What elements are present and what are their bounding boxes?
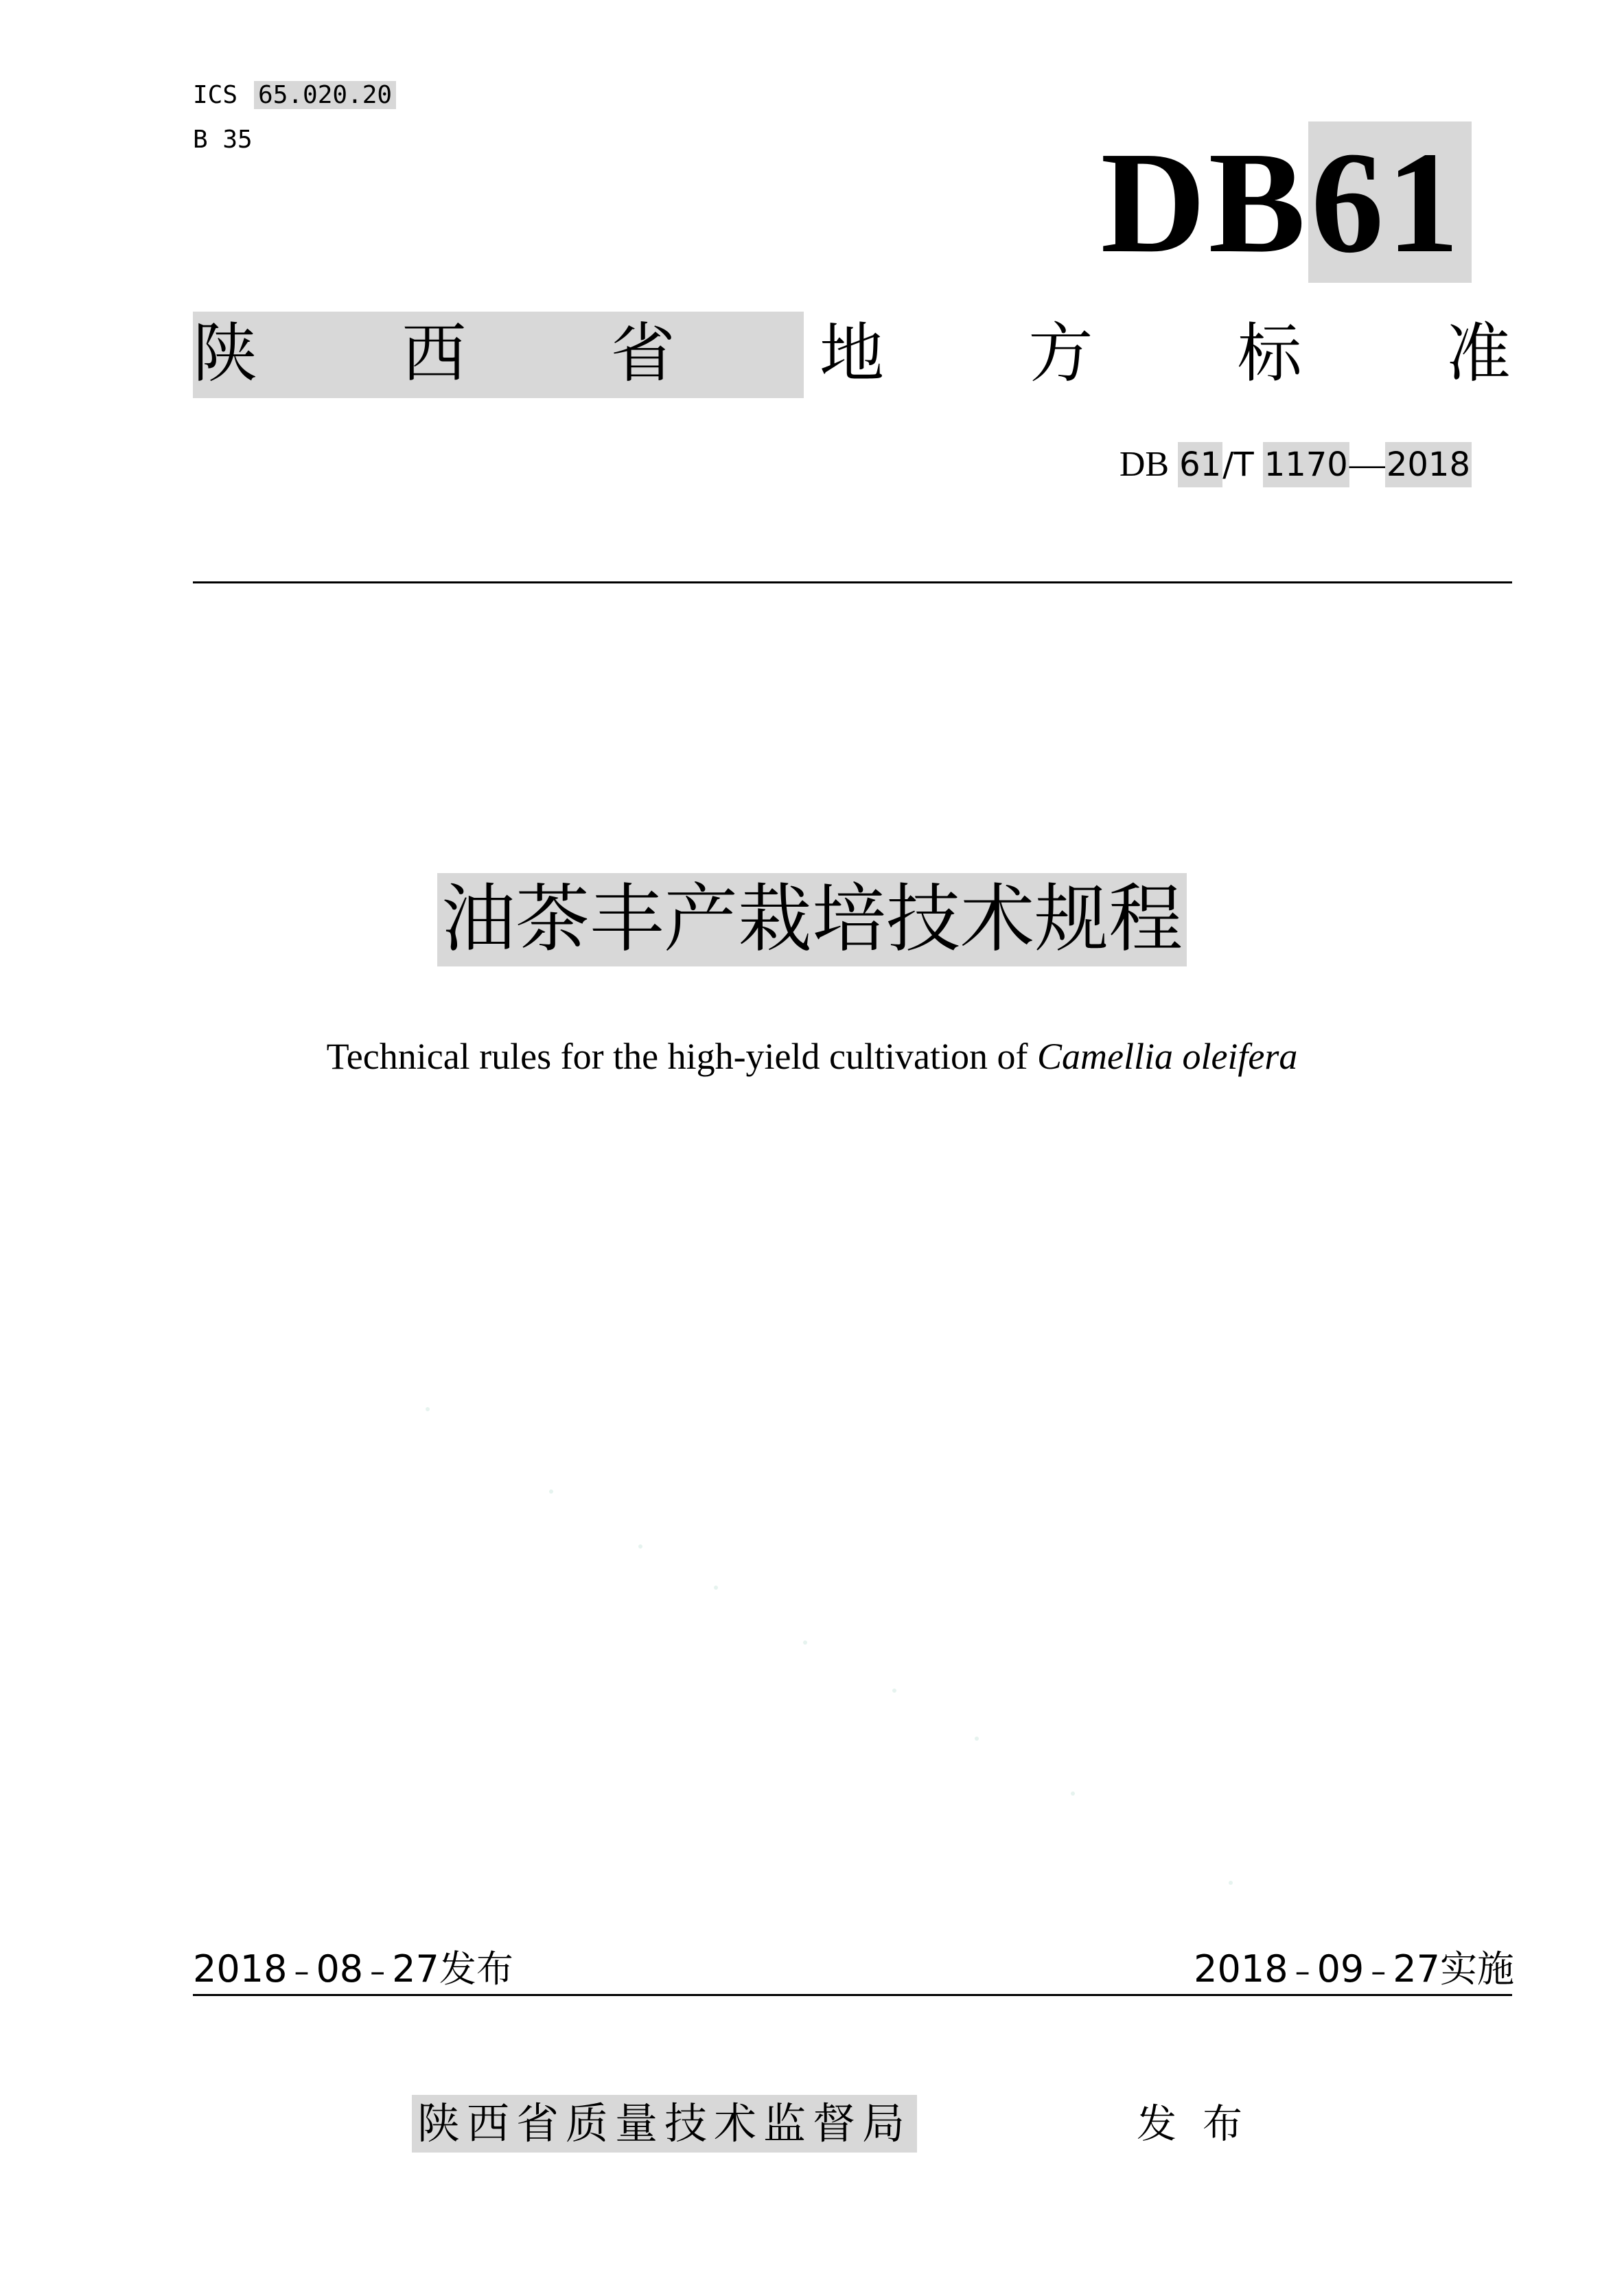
standard-type-char: 地 <box>819 316 884 391</box>
title-english-plain: Technical rules for the high-yield cultivation of <box>326 1036 1037 1077</box>
standard-type-char: 省 <box>610 316 675 391</box>
date-separator: – <box>1295 1954 1310 1989</box>
scan-speck <box>803 1640 807 1645</box>
standard-type-char: 标 <box>1237 316 1302 391</box>
scan-speck <box>549 1489 553 1494</box>
title-english <box>0 1032 1624 1080</box>
publish-month: 08 <box>316 1947 364 1991</box>
scan-speck <box>892 1689 896 1693</box>
standard-type-char: 准 <box>1446 316 1511 391</box>
date-divider <box>193 1994 1512 1996</box>
ics-code: 65.020.20 <box>254 81 396 109</box>
publish-day: 27 <box>392 1947 439 1991</box>
scan-speck <box>426 1407 430 1411</box>
standard-mark <box>1100 121 1472 283</box>
standard-mark-number: 61 <box>1308 121 1472 283</box>
title-english-species: Camellia oleifera <box>1036 1036 1298 1077</box>
standard-number-type: /T <box>1222 445 1254 484</box>
date-separator: – <box>1371 1954 1387 1989</box>
header-divider <box>193 581 1512 583</box>
date-separator: – <box>370 1954 386 1989</box>
standard-type-char: 方 <box>1028 316 1093 391</box>
scan-speck <box>1229 1881 1233 1885</box>
standard-number-prefix: DB <box>1119 445 1170 484</box>
standard-type-heading <box>193 310 1511 398</box>
date-separator: – <box>294 1954 310 1989</box>
scan-speck <box>1071 1791 1075 1796</box>
implement-month: 09 <box>1316 1947 1365 1991</box>
ics-label: ICS <box>193 81 238 109</box>
scan-speck <box>714 1586 718 1590</box>
publish-label: 发布 <box>439 1947 513 1991</box>
standard-number-year: 2018 <box>1385 442 1472 487</box>
scan-speck <box>975 1737 979 1741</box>
title-chinese-text: 油茶丰产栽培技术规程 <box>437 873 1187 966</box>
standard-number-region: 61 <box>1178 442 1222 487</box>
standard-mark-letters: DB <box>1100 121 1308 283</box>
classification-code: B 35 <box>193 126 253 154</box>
standard-number-serial: 1170 <box>1263 442 1349 487</box>
implement-date <box>1194 1945 1514 1996</box>
standard-type-char: 陕 <box>193 316 258 391</box>
standard-number <box>1120 442 1472 487</box>
title-chinese <box>0 873 1624 966</box>
publish-date <box>193 1945 513 1996</box>
scan-speck <box>638 1544 642 1549</box>
implement-day: 27 <box>1393 1947 1440 1991</box>
implement-year: 2018 <box>1194 1947 1288 1991</box>
ics-row <box>193 80 396 111</box>
standard-type-char: 西 <box>402 316 467 391</box>
issue-label: 发布 <box>1137 2100 1269 2147</box>
publish-year: 2018 <box>193 1947 288 1991</box>
issuing-authority: 陕西省质量技术监督局 <box>412 2095 917 2153</box>
implement-label: 实施 <box>1440 1947 1514 1991</box>
standard-number-separator: — <box>1349 445 1385 484</box>
